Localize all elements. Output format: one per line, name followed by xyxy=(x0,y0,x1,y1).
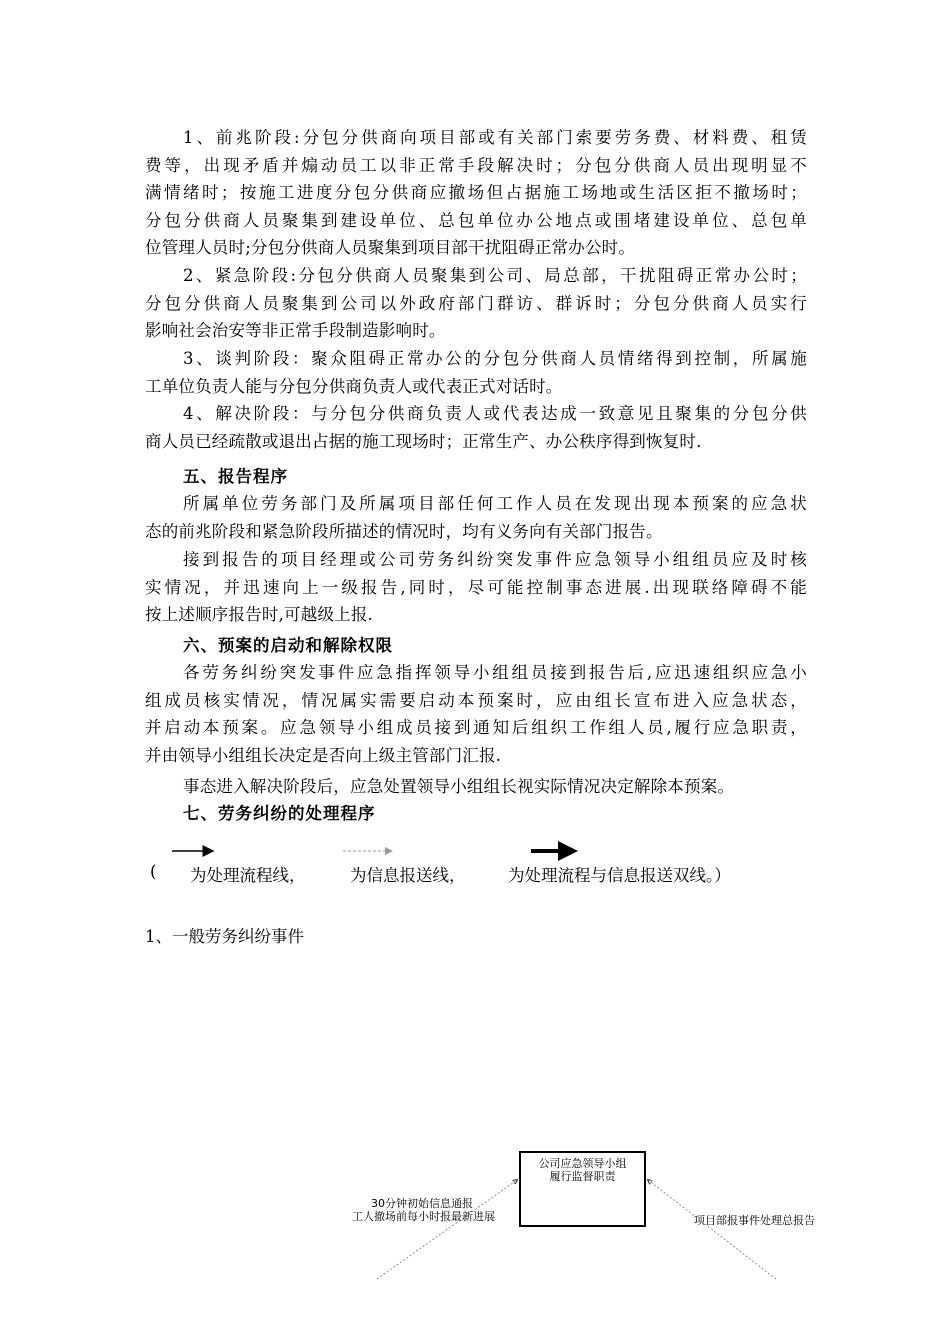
text-line: 1、前兆阶段:分包分供商向项目部或有关部门索要劳务费、材料费、租赁 xyxy=(183,128,807,147)
text-line: 工单位负责人能与分包分供商负责人或代表正式对话时。 xyxy=(145,376,563,396)
text-line: 并启动本预案。应急领导小组成员接到通知后组织工作组人员,履行应急职责， xyxy=(145,718,807,738)
text-line: 并由领导小组组长决定是否向上级主管部门汇报. xyxy=(145,745,502,765)
text-line: 分包分供商人员聚集到公司以外政府部门群访、群诉时；分包分供商人员实行 xyxy=(145,293,807,313)
text-line: 位管理人员时;分包分供商人员聚集到项目部干扰阻碍正常办公时。 xyxy=(145,238,636,258)
text-line: 满情绪时；按施工进度分包分供商应撤场但占据施工场地或生活区拒不撤场时； xyxy=(145,183,807,203)
legend-process-line-label: 为处理流程线， xyxy=(190,866,306,885)
text-line: 接到报告的项目经理或公司劳务纠纷突发事件应急领导小组组员应及时核 xyxy=(183,550,807,569)
text-line: 实情况，并迅速向上一级报告,同时，尽可能控制事态进展.出现联络障碍不能 xyxy=(145,577,807,597)
section-heading-procedure: 七、劳务纠纷的处理程序 xyxy=(183,804,376,823)
text-line: 态的前兆阶段和紧急阶段所描述的情况时，均有义务向有关部门报告。 xyxy=(145,521,663,541)
right-info-arrow-icon xyxy=(648,1180,776,1279)
legend-info-line-label: 为信息报送线， xyxy=(350,866,466,885)
right-report-note: 项目部报事件处理总报告 xyxy=(694,1214,815,1227)
note-line: 30分钟初始信息通报 xyxy=(371,1197,473,1210)
note-line: 工人撤场前每小时报最新进展 xyxy=(352,1210,495,1223)
text-line: 费等，出现矛盾并煽动员工以非正常手段解决时；分包分供商人员出现明显不 xyxy=(145,155,807,175)
text-line: 事态进入解决阶段后，应急处置领导小组组长视实际情况决定解除本预案。 xyxy=(183,777,735,796)
text-line: 所属单位劳务部门及所属项目部任何工作人员在发现出现本预案的应急状 xyxy=(183,494,807,513)
text-line: 组成员核实情况，情况属实需要启动本预案时，应由组长宣布进入应急状态， xyxy=(145,690,807,710)
text-line: 4、解决阶段：与分包分供商负责人或代表达成一致意见且聚集的分包分供 xyxy=(183,404,807,423)
box-label-line: 公司应急领导小组 xyxy=(538,1157,627,1170)
sub-heading-general-dispute: 1、一般劳务纠纷事件 xyxy=(145,927,304,946)
text-line: 商人员已经疏散或退出占据的施工现场时；正常生产、办公秩序得到恢复时. xyxy=(145,431,702,451)
left-info-arrow-icon xyxy=(377,1180,517,1279)
section-heading-reporting: 五、报告程序 xyxy=(183,467,288,486)
text-line: 分包分供商人员聚集到建设单位、总包单位办公地点或围堵建设单位、总包单 xyxy=(145,210,807,230)
text-line: 2、紧急阶段:分包分供商人员聚集到公司、局总部，干扰阻碍正常办公时； xyxy=(183,266,807,285)
box-label-line: 履行监督职责 xyxy=(549,1170,616,1183)
text-line: 影响社会治安等非正常手段制造影响时。 xyxy=(145,321,446,341)
legend-double-line-label: 为处理流程与信息报送双线。） xyxy=(508,866,731,885)
legend-open-paren: ( xyxy=(150,862,157,881)
text-line: 3、谈判阶段：聚众阻碍正常办公的分包分供商人员情绪得到控制，所属施 xyxy=(183,349,807,368)
section-heading-activation: 六、预案的启动和解除权限 xyxy=(183,636,393,655)
text-line: 各劳务纠纷突发事件应急指挥领导小组组员接到报告后,应迅速组织应急小 xyxy=(183,663,807,682)
text-line: 按上述顺序报告时,可越级上报. xyxy=(145,605,373,625)
